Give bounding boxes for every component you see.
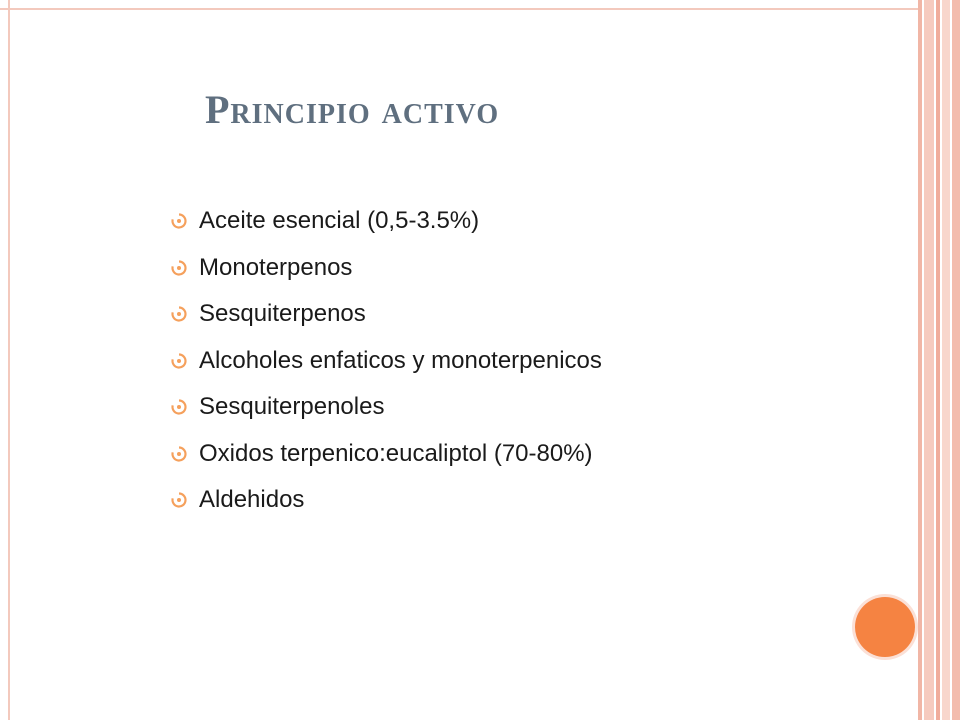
bullet-text: Oxidos terpenico:eucaliptol (70-80%) bbox=[199, 439, 593, 467]
list-item bbox=[170, 245, 870, 292]
list-item bbox=[170, 384, 870, 431]
ring-bullet-icon bbox=[170, 259, 188, 277]
list-item bbox=[170, 431, 870, 478]
stripe bbox=[952, 0, 960, 720]
list-item bbox=[170, 198, 870, 245]
list-item bbox=[170, 477, 870, 524]
stripe bbox=[942, 0, 950, 720]
bullet-text: Aldehidos bbox=[199, 486, 305, 514]
slide-title: Principio activo bbox=[205, 87, 500, 132]
decorative-stripes bbox=[918, 0, 960, 720]
stripe bbox=[924, 0, 934, 720]
ring-bullet-icon bbox=[170, 491, 188, 509]
bullet-text: Sesquiterpenos bbox=[199, 300, 366, 328]
bullet-text: Alcoholes enfaticos y monoterpenicos bbox=[199, 346, 602, 374]
bullet-text: Sesquiterpenoles bbox=[199, 393, 385, 421]
ring-bullet-icon bbox=[170, 212, 188, 230]
stripe bbox=[936, 0, 940, 720]
decorative-circle bbox=[855, 597, 915, 657]
list-item bbox=[170, 291, 870, 338]
stripe bbox=[918, 0, 922, 720]
bullet-list bbox=[170, 198, 870, 524]
frame-top-line bbox=[0, 8, 920, 10]
ring-bullet-icon bbox=[170, 445, 188, 463]
frame-left-line bbox=[8, 0, 10, 720]
list-item bbox=[170, 338, 870, 385]
ring-bullet-icon bbox=[170, 305, 188, 323]
bullet-text: Aceite esencial (0,5-3.5%) bbox=[199, 207, 480, 235]
ring-bullet-icon bbox=[170, 398, 188, 416]
bullet-text: Monoterpenos bbox=[199, 253, 353, 281]
ring-bullet-icon bbox=[170, 352, 188, 370]
